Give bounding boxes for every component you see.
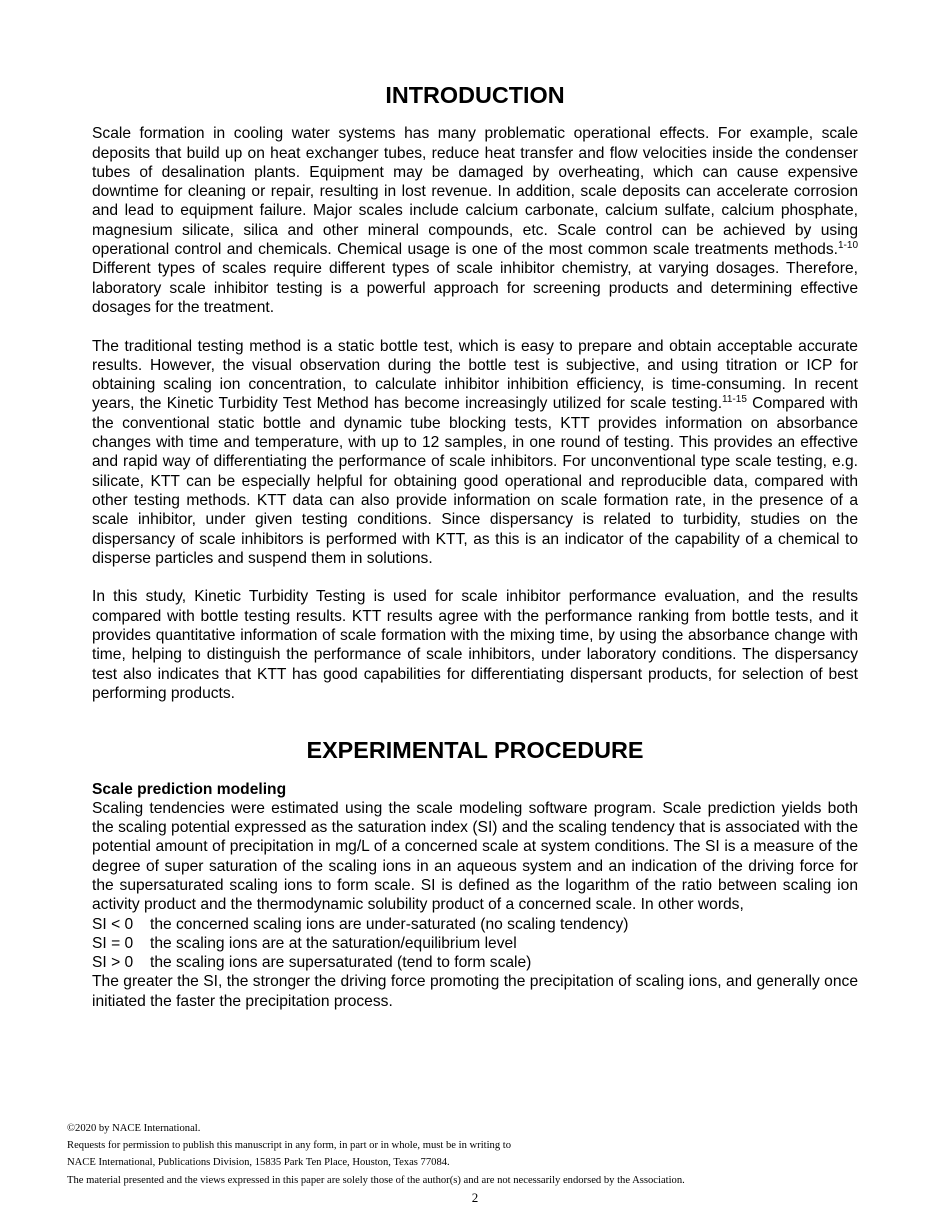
si-definition-list xyxy=(92,915,858,973)
si-item xyxy=(92,915,858,934)
si-label: SI < 0 xyxy=(92,915,134,933)
experimental-paragraph-1: Scaling tendencies were estimated using the scale modeling software program. Scale prediction yields both the scaling potential expressed as the saturation index (SI) and the scaling tendency that is associated with the potential amount of precipitation in mg/L of a concerned scale at system conditions. The SI is a measure of the degree of super saturation of the scaling ions in an aqueous system and an indication of the driving force for the supersaturated scaling ions to form scale. SI is defined as the logarithm of the ratio between scaling ion activity product and the thermodynamic solubility product of a concerned scale. In other words, xyxy=(92,799,858,914)
footer-copyright: ©2020 by NACE International. xyxy=(67,1123,201,1134)
page-number: 2 xyxy=(471,1190,479,1205)
footer-permission: Requests for permission to publish this manuscript in any form, in part or in whole, must be in writing to xyxy=(67,1140,512,1152)
experimental-procedure-heading: EXPERIMENTAL PROCEDURE xyxy=(306,737,644,764)
intro-p1-text-a: Scale formation in cooling water systems has many problematic operational effects. For example, scale deposits that build up on heat exchanger tubes, reduce heat transfer and flow velocities inside the condenser tubes of desalination plants. Equipment may be damaged by overheating, which can cause expensive downtime for cleaning or repair, resulting in lost revenue. In addition, scale deposits can accelerate corrosion and lead to equipment failure. Major scales include calcium carbonate, calcium sulfate, calcium phosphate, magnesium silicate, silica and other mineral compounds, etc. Scale control can be achieved by using operational control and chemicals. Chemical usage is one of the most common scale treatments methods. xyxy=(92,125,858,259)
page-footer xyxy=(67,1120,887,1189)
introduction-paragraph-1 xyxy=(92,124,858,317)
si-description: the scaling ions are supersaturated (tend to form scale) xyxy=(150,954,532,972)
intro-p2-text-a: The traditional testing method is a static bottle test, which is easy to prepare and obtain acceptable accurate results. However, the visual observation during the bottle test is subjective, and using titration or ICP for obtaining scaling ion concentration, to calculate inhibitor inhibition efficiency, is time-consuming. In recent years, the Kinetic Turbidity Test Method has become increasingly utilized for scale testing. xyxy=(92,337,858,413)
si-description: the concerned scaling ions are under-saturated (no scaling tendency) xyxy=(150,915,629,933)
reference-superscript: 11-15 xyxy=(722,394,747,406)
intro-p1-text-b: Different types of scales require different types of scale inhibitor chemistry, at varying dosages. Therefore, laboratory scale inhibitor testing is a powerful approach for screening products and determining effective dosages for the treatment. xyxy=(92,260,858,316)
introduction-paragraph-3: In this study, Kinetic Turbidity Testing is used for scale inhibitor performance evaluation, and the results compared with bottle testing results. KTT results agree with the performance ranking from bottle tests, and it provides quantitative information of scale formation with the mixing time, by using the absorbance change with time, helping to distinguish the performance of scale inhibitors, under laboratory conditions. The dispersancy test also indicates that KTT has good capabilities for differentiating dispersant products, for selection of best performing products. xyxy=(92,588,858,702)
introduction-paragraph-2 xyxy=(92,337,858,569)
si-item xyxy=(92,953,858,972)
si-label: SI = 0 xyxy=(92,934,134,952)
footer-address: NACE International, Publications Division, 15835 Park Ten Place, Houston, Texas 77084. xyxy=(67,1157,450,1169)
reference-superscript: 1-10 xyxy=(837,240,858,252)
experimental-paragraph-2: The greater the SI, the stronger the driving force promoting the precipitation of scaling ions, and generally once initiated the faster the precipitation process. xyxy=(92,973,858,1010)
scale-prediction-subheading: Scale prediction modeling xyxy=(92,780,287,798)
si-description: the scaling ions are at the saturation/equilibrium level xyxy=(150,934,517,952)
introduction-heading: INTRODUCTION xyxy=(385,82,565,108)
si-label: SI > 0 xyxy=(92,954,134,972)
footer-disclaimer: The material presented and the views expressed in this paper are solely those of the author(s) and are not necessarily endorsed by the Association. xyxy=(67,1174,685,1186)
paper-body xyxy=(92,82,859,1011)
intro-p2-text-b: Compared with the conventional static bottle and dynamic tube blocking tests, KTT provides information on absorbance changes with time and temperature, with up to 12 samples, in one round of testing. This provides an effective and rapid way of differentiating the performance of scale inhibitors. For unconventional type scale testing, e.g. silicate, KTT can be especially helpful for obtaining good operational and reproducible data, compared with other testing methods. KTT data can also provide information on scale formation rate, in the presence of a scale inhibitor, under given testing conditions. Since dispersancy is related to turbidity, studies on the dispersancy of scale inhibitors is performed with KTT, as this is an indicator of the capability of a chemical to disperse particles and suspend them in solutions. xyxy=(92,395,859,567)
si-item xyxy=(92,934,858,953)
